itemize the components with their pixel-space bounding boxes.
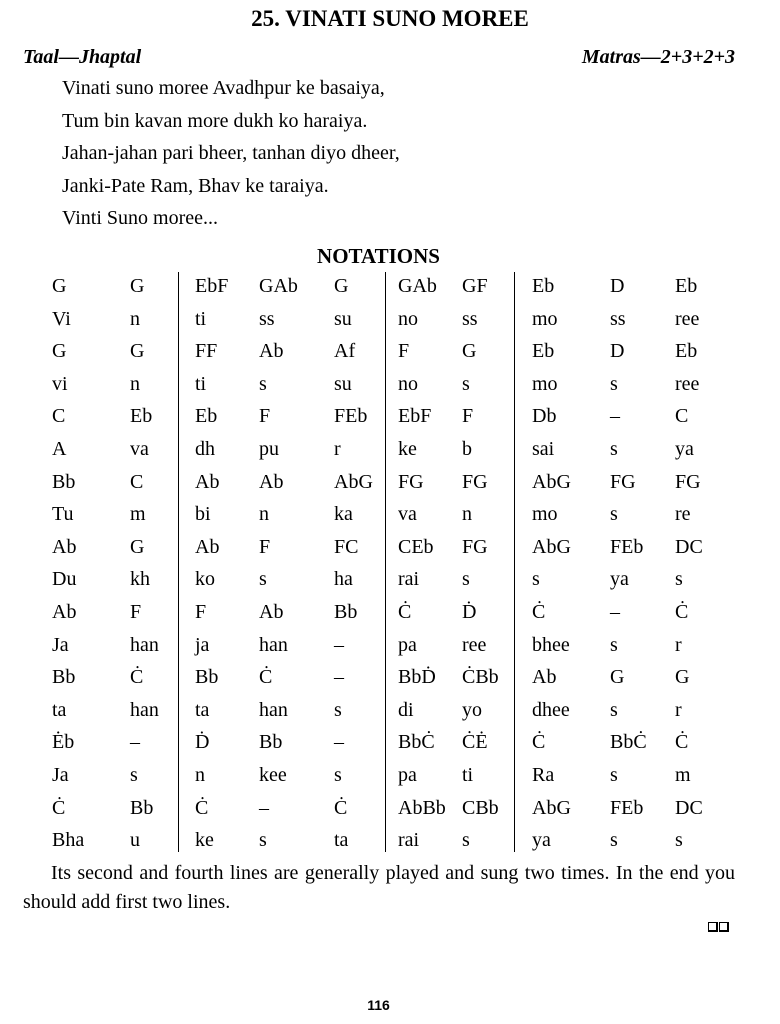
notation-cell: Eb xyxy=(130,405,153,428)
notation-cell: s xyxy=(259,372,267,395)
notation-cell: D xyxy=(610,340,625,363)
bol-row xyxy=(0,433,780,466)
notation-cell: n xyxy=(195,763,205,786)
notation-cell: Eb xyxy=(675,340,698,363)
notation-cell: C xyxy=(130,470,144,493)
notation-cell: F xyxy=(398,340,410,363)
notation-cell: BbĊ xyxy=(398,731,435,754)
notation-cell: ha xyxy=(334,568,353,591)
notation-cell: s xyxy=(610,698,618,721)
notation-cell: – xyxy=(334,731,344,754)
notation-cell: ko xyxy=(195,568,215,591)
notation-cell: GF xyxy=(462,275,488,297)
notation-cell: ree xyxy=(675,372,700,395)
notation-cell: vi xyxy=(52,372,68,395)
notation-cell: Bb xyxy=(334,600,358,623)
vibhag-divider xyxy=(178,272,179,852)
notation-cell: s xyxy=(334,763,342,786)
notation-cell: ĊĖ xyxy=(462,731,488,754)
notation-cell: DC xyxy=(675,796,703,819)
notation-cell: GAb xyxy=(398,275,437,297)
notation-cell: s xyxy=(610,437,618,460)
notation-cell: Bb xyxy=(130,796,154,819)
notation-cell: – xyxy=(610,405,620,428)
notation-cell: Ċ xyxy=(675,731,689,754)
notation-cell: DC xyxy=(675,535,703,558)
lyric-line: Janki-Pate Ram, Bhav ke taraiya. xyxy=(62,174,329,197)
notation-cell: pu xyxy=(259,437,279,460)
notation-cell: G xyxy=(52,275,67,297)
notation-cell: Af xyxy=(334,340,356,363)
notation-cell: Bb xyxy=(259,731,283,754)
notation-cell: GAb xyxy=(259,275,298,297)
notation-cell: Ja xyxy=(52,763,69,786)
notation-cell: pa xyxy=(398,633,417,656)
notation-cell: Ab xyxy=(52,535,77,558)
notation-cell: Ab xyxy=(259,340,284,363)
notation-cell: ya xyxy=(532,829,551,852)
notation-cell: ja xyxy=(195,633,210,656)
notation-cell: r xyxy=(334,437,341,460)
notation-cell: Ab xyxy=(52,600,77,623)
notation-cell: b xyxy=(462,437,472,460)
notation-cell: G xyxy=(130,340,145,363)
lyrics-block xyxy=(62,72,400,235)
notation-cell: yo xyxy=(462,698,482,721)
notation-cell: Ċ xyxy=(532,731,546,754)
notation-cell: D xyxy=(610,275,625,297)
notation-cell: r xyxy=(675,633,682,656)
vibhag-divider xyxy=(385,272,386,852)
notation-cell: G xyxy=(334,275,349,297)
swara-row xyxy=(0,726,780,759)
notation-cell: FEb xyxy=(334,405,368,428)
page-number: 116 xyxy=(367,997,390,1013)
notation-cell: Ėb xyxy=(52,731,75,754)
notation-cell: Ra xyxy=(532,763,555,786)
notation-cell: Ab xyxy=(532,666,557,689)
notation-cell: G xyxy=(462,340,477,363)
notation-cell: rai xyxy=(398,568,420,591)
taal-label: Taal—Jhaptal xyxy=(23,46,142,68)
end-mark-icon xyxy=(708,922,729,932)
notation-cell: G xyxy=(52,340,67,363)
notation-cell: n xyxy=(462,503,472,526)
notation-cell: ta xyxy=(52,698,67,721)
notation-cell: FEb xyxy=(610,796,644,819)
notation-cell: F xyxy=(130,600,142,623)
notation-cell: F xyxy=(195,600,207,623)
notation-cell: AbBb xyxy=(398,796,446,819)
notation-cell: – xyxy=(334,633,344,656)
notation-cell: CEb xyxy=(398,535,434,558)
notation-cell: AbG xyxy=(532,470,571,493)
notation-cell: FC xyxy=(334,535,359,558)
notation-cell: FG xyxy=(398,470,424,493)
notation-cell: C xyxy=(675,405,689,428)
notation-cell: Ċ xyxy=(259,666,273,689)
notation-cell: Ċ xyxy=(398,600,412,623)
notation-cell: AbG xyxy=(532,535,571,558)
bol-row xyxy=(0,759,780,792)
notation-cell: Ċ xyxy=(52,796,66,819)
notation-cell: C xyxy=(52,405,66,428)
notation-cell: Tu xyxy=(52,503,74,526)
swara-row xyxy=(0,400,780,433)
bol-row xyxy=(0,694,780,727)
notation-cell: FG xyxy=(610,470,636,493)
notation-cell: dhee xyxy=(532,698,570,721)
matras-label: Matras—2+3+2+3 xyxy=(581,46,735,68)
bol-row xyxy=(0,824,780,857)
notation-cell: Vi xyxy=(52,307,71,330)
notation-cell: – xyxy=(610,600,620,623)
notation-cell: G xyxy=(130,535,145,558)
notation-cell: va xyxy=(398,503,417,526)
bol-row xyxy=(0,368,780,401)
notation-cell: – xyxy=(334,666,344,689)
bol-row xyxy=(0,303,780,336)
notation-cell: Bb xyxy=(52,470,76,493)
notation-cell: F xyxy=(259,405,271,428)
notation-cell: ree xyxy=(675,307,700,330)
notation-cell: su xyxy=(334,307,352,330)
notation-cell: han xyxy=(130,633,159,656)
lyric-line: Jahan-jahan pari bheer, tanhan diyo dheer, xyxy=(62,142,400,164)
notation-cell: bi xyxy=(195,503,211,526)
swara-row xyxy=(0,661,780,694)
notation-cell: Ċ xyxy=(334,796,348,819)
notation-cell: ti xyxy=(195,372,207,395)
notation-cell: Ḋ xyxy=(195,731,210,754)
footer-note: Its second and fourth lines are generally played and sung two times. In the end you should add first two lines. xyxy=(23,862,735,913)
notation-cell: F xyxy=(259,535,271,558)
notation-cell: s xyxy=(130,763,138,786)
notation-cell: sai xyxy=(532,437,555,460)
notation-cell: bhee xyxy=(532,633,570,656)
notation-cell: G xyxy=(675,666,690,689)
notation-cell: Eb xyxy=(532,340,555,363)
notation-cell: u xyxy=(130,829,140,852)
notation-cell: ss xyxy=(259,307,275,330)
notation-cell: ss xyxy=(610,307,626,330)
notation-cell: ti xyxy=(462,763,474,786)
notation-cell: A xyxy=(52,437,67,460)
notation-cell: han xyxy=(259,698,288,721)
notation-cell: m xyxy=(130,503,146,526)
notation-cell: G xyxy=(610,666,625,689)
notation-cell: ya xyxy=(675,437,694,460)
notation-cell: BbĊ xyxy=(610,731,647,754)
notation-cell: s xyxy=(462,372,470,395)
bol-row xyxy=(0,498,780,531)
notation-cell: FG xyxy=(462,470,488,493)
notation-cell: mo xyxy=(532,307,558,330)
notation-cell: Bb xyxy=(52,666,76,689)
lyric-line: Vinti Suno moree... xyxy=(62,207,219,229)
notation-cell: AbG xyxy=(532,796,571,819)
notation-cell: FG xyxy=(675,470,701,493)
notation-cell: s xyxy=(610,763,618,786)
notation-cell: han xyxy=(130,698,159,721)
notation-table xyxy=(0,270,780,857)
notation-cell: Ċ xyxy=(532,600,546,623)
notation-cell: kh xyxy=(130,568,150,591)
notation-cell: FEb xyxy=(610,535,644,558)
notation-cell: Du xyxy=(52,568,77,591)
notation-cell: CBb xyxy=(462,796,499,819)
notation-cell: – xyxy=(130,731,140,754)
notation-cell: ss xyxy=(462,307,478,330)
notation-cell: FG xyxy=(462,535,488,558)
bol-row xyxy=(0,563,780,596)
notation-cell: s xyxy=(462,829,470,852)
notation-cell: n xyxy=(130,372,140,395)
notation-cell: no xyxy=(398,372,418,395)
notation-cell: EbF xyxy=(195,275,229,297)
notation-cell: s xyxy=(610,503,618,526)
notation-cell: BbḊ xyxy=(398,666,436,689)
notation-cell: di xyxy=(398,698,414,721)
notation-cell: Eb xyxy=(675,275,698,297)
notation-cell: ĊBb xyxy=(462,666,499,689)
notation-cell: Bha xyxy=(52,829,85,852)
notation-cell: no xyxy=(398,307,418,330)
notation-cell: r xyxy=(675,698,682,721)
swara-row xyxy=(0,792,780,825)
notation-cell: s xyxy=(334,698,342,721)
swara-row xyxy=(0,596,780,629)
notation-cell: s xyxy=(259,568,267,591)
swara-row xyxy=(0,335,780,368)
notation-cell: pa xyxy=(398,763,417,786)
notations-heading: NOTATIONS xyxy=(317,244,440,268)
notation-cell: Ḋ xyxy=(462,600,477,623)
notation-cell: s xyxy=(675,829,683,852)
notation-cell: ya xyxy=(610,568,629,591)
notation-cell: ta xyxy=(195,698,210,721)
notation-cell: s xyxy=(610,372,618,395)
notation-cell: s xyxy=(610,829,618,852)
swara-row xyxy=(0,270,780,303)
notation-cell: FF xyxy=(195,340,218,363)
notation-cell: ke xyxy=(398,437,417,460)
notation-cell: Eb xyxy=(195,405,218,428)
vibhag-divider xyxy=(514,272,515,852)
end-box-icon xyxy=(708,922,718,932)
notation-cell: s xyxy=(259,829,267,852)
notation-cell: Eb xyxy=(532,275,555,297)
notation-cell: Ċ xyxy=(130,666,144,689)
notation-cell: AbG xyxy=(334,470,373,493)
notation-cell: Ja xyxy=(52,633,69,656)
notation-cell: G xyxy=(130,275,145,297)
notation-cell: EbF xyxy=(398,405,432,428)
notation-cell: su xyxy=(334,372,352,395)
notation-cell: Ċ xyxy=(675,600,689,623)
notation-cell: n xyxy=(259,503,269,526)
notation-cell: dh xyxy=(195,437,215,460)
notation-cell: s xyxy=(532,568,540,591)
lyric-line: Vinati suno moree Avadhpur ke basaiya, xyxy=(62,77,385,99)
notation-cell: m xyxy=(675,763,691,786)
notation-cell: s xyxy=(610,633,618,656)
page-title: 25. VINATI SUNO MOREE xyxy=(251,6,529,31)
notation-cell: mo xyxy=(532,372,558,395)
notation-cell: Ab xyxy=(259,600,284,623)
notation-cell: Ab xyxy=(259,470,284,493)
notation-cell: rai xyxy=(398,829,420,852)
notation-cell: – xyxy=(259,796,269,819)
lyric-line: Tum bin kavan more dukh ko haraiya. xyxy=(62,109,368,132)
notation-cell: Ab xyxy=(195,470,220,493)
notation-cell: ka xyxy=(334,503,353,526)
notation-cell: mo xyxy=(532,503,558,526)
notation-cell: n xyxy=(130,307,140,330)
notation-cell: Ċ xyxy=(195,796,209,819)
notation-cell: ti xyxy=(195,307,207,330)
notation-cell: F xyxy=(462,405,474,428)
notation-cell: s xyxy=(462,568,470,591)
notation-cell: Ab xyxy=(195,535,220,558)
notation-cell: Bb xyxy=(195,666,219,689)
end-box-icon xyxy=(719,922,729,932)
notation-cell: ke xyxy=(195,829,214,852)
swara-row xyxy=(0,466,780,499)
notation-cell: Db xyxy=(532,405,557,428)
notation-cell: ree xyxy=(462,633,487,656)
swara-row xyxy=(0,531,780,564)
notation-cell: han xyxy=(259,633,288,656)
notation-cell: s xyxy=(675,568,683,591)
notation-cell: va xyxy=(130,437,149,460)
notation-cell: ta xyxy=(334,829,349,852)
bol-row xyxy=(0,629,780,662)
notation-cell: kee xyxy=(259,763,287,786)
notation-cell: re xyxy=(675,503,691,526)
